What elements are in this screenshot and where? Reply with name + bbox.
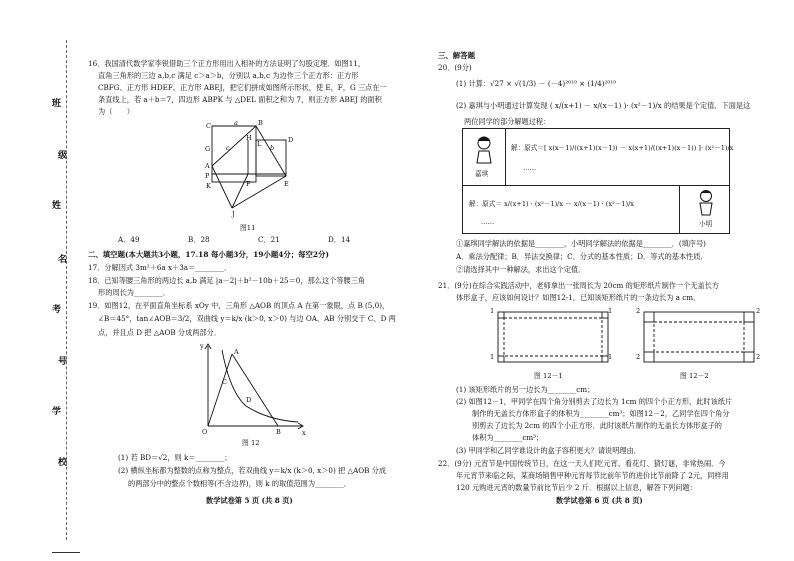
q19-part1: (1) 若 BD＝√2，则 k＝________； [118,453,232,462]
svg-text:O: O [202,428,208,436]
q17: 17．分解因式 3m²＋6a x＋3a＝________． [88,263,232,272]
margin-label-exam: 考 [52,305,62,315]
jiaqi-divider [505,129,506,185]
q20-part1: (1) 计算：√27 × √(1/3) － (－4)²⁰¹⁹ × (1/4)²⁰¹⁹ [456,79,617,88]
q21-part2-line1: (2) 如图12－1，甲同学在四个角分别剪去了边长为 1cm 的四个小正方形，此时该纸片 [456,397,733,406]
q20: 20．(9分) [438,63,472,72]
svg-text:G: G [205,145,211,153]
q21-part2-line4: 体积为________cm³； [472,433,544,442]
q16-line2: 直角三角形的三边 a,b,c 满足 c＞a＞b，分别以 a,b,c 为边作三个正方形：正方形 [98,71,359,80]
svg-text:B: B [276,428,281,436]
svg-text:H: H [246,134,252,142]
q19-line3: 点，并且点 D 把 △AOB 分成两部分． [98,328,222,337]
q20-part2-line1: (2) 嘉琪与小明通过计算发现 ( x/(x+1) － x/(x－1) )· (x²－1)/x 的结果是个定值．下面是这 [456,101,751,110]
fig122-caption: 图 12－2 [680,372,709,380]
q20-part2-line2: 两位同学的部分解题过程： [464,117,551,126]
figure-12 [198,340,308,436]
svg-text:L: L [257,140,262,148]
figure-12-1 [488,306,618,368]
xiaoming-name: 小明 [699,220,713,228]
q22-line3: 120 元购进元宵的数量节前比节后少 2 斤．根据以上信息，解答下列问题： [456,483,697,492]
fig122-edge-label-bl: 2 [636,353,641,361]
left-footer: 数学试卷第 5 页 (共 8 页) [206,496,293,505]
q20-question-b: ②请选择其中一种解法，求出这个定值． [456,265,586,274]
q19-part2-line2: 的两部分中的整点个数相等(不含边界)，则 k 的取值范围为________． [128,479,351,488]
section-3-header: 三、解答题 [438,51,475,60]
svg-text:x: x [302,429,306,436]
svg-text:P: P [205,172,210,180]
xiaoming-dots: …… [481,218,495,226]
q19-line1: 19．如图12，在平面直角坐标系 xOy 中，三角形 △AOB 的顶点 A 在第一象限，点 B (5,0)， [88,301,390,310]
margin-label-campus: 校 [58,458,68,468]
svg-text:A: A [205,162,210,170]
svg-text:a: a [234,119,238,127]
svg-text:E: E [284,180,289,188]
q16-option-d: D．14 [328,235,351,244]
q21-part2-line2: 制作的无盖长方体形盒子的体积为________cm³；如图12－2，乙同学在四个角分 [472,409,730,418]
q21-part2-line3: 别剪去了边长为 2cm 的四个小正方形．此时该纸片制作的无盖长方体形盒子的 [472,421,722,430]
q21-part1: (1) 该矩形纸片的另一边长为________cm； [456,385,595,394]
section-2-header: 二、填空题(本大题共3小题，17.18 每小题3分，19小题4分；每空2分) [88,250,329,259]
svg-text:B: B [258,119,263,127]
solution-divider [463,185,729,186]
jiaqi-name: 嘉琪 [475,170,489,178]
right-footer: 数学试卷第 6 页 (共 8 页) [556,496,643,505]
fig121-edge-label-tl: 1 [490,307,495,315]
q20-options: A．乘法分配律；B．异法交换律；C．分式的基本性质；D．等式的基本性质． [456,252,708,261]
margin-label-surname: 姓 [52,201,62,211]
xiaoming-avatar-icon [695,189,717,217]
fig121-edge-label-bl: 1 [490,353,495,361]
svg-text:J: J [232,210,235,218]
svg-text:D: D [246,396,252,404]
solution-box [462,128,734,234]
margin-label-name: 名 [58,255,68,265]
fig122-edge-label-tr: 2 [756,307,761,315]
fig122-edge-label-tl: 2 [636,307,641,315]
xiaoming-solution: 解：原式＝ x/(x+1) · (x²－1)/x － x/(x－1) · (x²－1)/x [469,200,635,208]
margin-label-grade: 级 [58,151,68,161]
q16-line3: CBFG、正方形 HDEF、正方形 ABEJ，把它们拼成如图所示形状，使 E，F，G 三点在一 [98,83,387,92]
fig122-edge-label-br: 2 [756,353,761,361]
xiaoming-divider [679,185,680,233]
q16-line5: 为（ ） [98,107,134,116]
figure-11 [196,116,316,222]
svg-text:A: A [234,348,239,356]
jiaqi-avatar-icon [473,135,495,165]
q21-part3: (3) 甲同学和乙同学谁设计的盒子容积更大？请说明理由． [456,446,641,455]
q18-line1: 18．已知等腰三角形的两边长 a,b 满足 |a－2|＋b²－10b＋25＝0，那么这个等腰三角 [88,276,366,285]
q16-option-a: A．49 [118,235,140,244]
q21-line1: 21．(9分)在综合实践活动中，老师拿出一张周长为 20cm 的矩形纸片制作一个无盖长方 [438,281,720,290]
svg-text:y: y [200,342,204,350]
svg-text:c: c [226,144,230,152]
q16-line4: 条直线上，若 a＋b＝7，四边形 ABPK 与 △DEL 面积之和为 7，则正方形 ABEJ 的面积 [98,95,382,104]
svg-text:C: C [222,378,227,386]
q19-line2: ∠B＝45°，tan∠AOB＝3/2，双曲线 y＝k/x (k＞0, x＞0) 与边 OA、AB 分别交于 C、D 两 [98,314,396,323]
fig121-edge-label-tr: 1 [608,307,613,315]
margin-label-school: 学 [52,407,62,417]
jiaqi-solution: 解：原式＝[ x(x－1)/((x+1)(x－1)) － x(x+1)/((x+1)(x－1)) ]· (x²－1)/x [511,144,734,152]
svg-text:F: F [246,180,251,188]
q21-line2: 体形盒子，应该如何设计？如图12-1，已知该矩形纸片的一条边长为 a cm． [456,293,701,302]
margin-label-number: 号 [58,357,68,367]
figure-12-2 [634,306,764,368]
fig11-caption: 图11 [240,224,256,232]
fig12-caption: 图 12 [242,439,260,447]
fig121-edge-label-br: 1 [608,353,613,361]
q16-line1: 16．我国清代数学家李锐借助三个正方形用出入相补的方法证明了勾股定理．如图11， [88,59,366,68]
q19-part2-line1: (2) 横纵坐标都为整数的点称为整点，若双曲线 y＝k/x (k＞0, x＞0) 把 △AOB 分成 [118,466,387,475]
q18-line2: 形的周长为________． [98,288,170,297]
q22-line2: 年元宵节来临之际，某商场销售甲种元宵每节比前年节的进价比节前降了 2元，同样用 [456,471,729,480]
binding-margin [0,0,86,561]
q16-option-b: B．28 [188,235,210,244]
jiaqi-dots: …… [523,164,537,172]
q20-question-a: ①嘉琪同学解法的依据是________，小明同学解法的依据是________．(填序号) [456,239,706,248]
margin-label-class: 班 [52,99,62,109]
q22-line1: 22．(9分) 元宵节是中国传统节日，在这一天人们吃元宵、看花灯、猜灯谜，非常热闹．今 [438,459,726,468]
svg-text:D: D [288,136,294,144]
svg-text:K: K [206,182,211,190]
fig121-caption: 图 12－1 [534,372,563,380]
svg-text:C: C [206,122,211,130]
corner-rule [52,552,80,553]
svg-text:b: b [270,144,275,152]
q16-option-c: C．21 [258,235,280,244]
